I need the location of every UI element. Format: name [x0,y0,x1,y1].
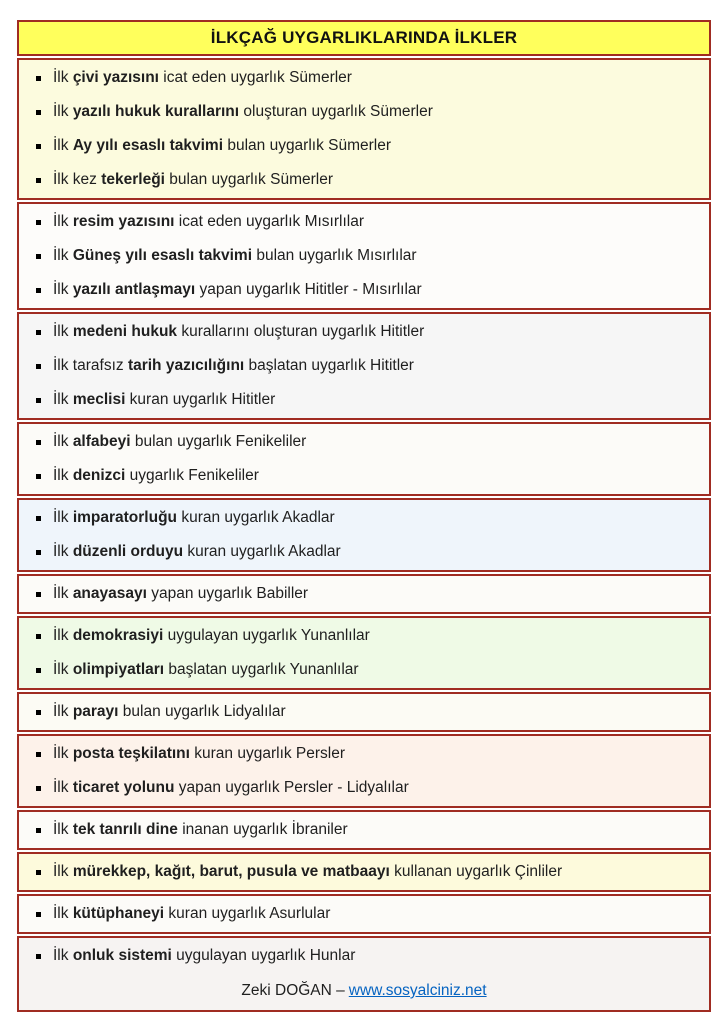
item-text [53,627,370,646]
item-text [53,509,335,528]
square-bullet-icon [36,912,41,917]
item-text-bold: parayı [72,702,119,720]
section-0 [17,58,711,200]
item-text-post: kuran uygarlık Hititler [125,390,276,408]
square-bullet-icon [36,668,41,673]
item-text-post: oluşturan uygarlık Sümerler [239,102,433,120]
list-item [19,273,709,307]
item-text-pre: İlk [53,584,73,602]
list-item [19,95,709,129]
item-text-bold: yazılı hukuk kurallarını [72,102,240,120]
list-item [19,897,709,931]
square-bullet-icon [36,288,41,293]
item-text-pre: İlk [53,744,73,762]
section-10 [17,852,711,892]
square-bullet-icon [36,954,41,959]
list-item [19,501,709,535]
footer-website-link[interactable]: www.sosyalciniz.net [348,982,487,999]
item-text [53,661,359,680]
item-text-bold: mürekkep, kağıt, barut, pusula ve matbaayı [72,862,390,880]
section-8 [17,734,711,808]
item-text-pre: İlk [53,280,73,298]
item-text [53,103,433,122]
section-5 [17,574,711,614]
item-text-post: yapan uygarlık Persler - Lidyalılar [174,778,409,796]
item-text-pre: İlk [53,778,73,796]
sections-container [17,58,711,1012]
item-text-bold: tarih yazıcılığını [127,356,245,374]
section-12 [17,936,711,1012]
square-bullet-icon [36,76,41,81]
item-text-post: uygulayan uygarlık Yunanlılar [163,626,370,644]
item-text [53,585,308,604]
item-text-pre: İlk [53,212,73,230]
item-text-post: bulan uygarlık Mısırlılar [252,246,417,264]
item-text-bold: yazılı antlaşmayı [72,280,196,298]
list-item [19,239,709,273]
item-text [53,323,424,342]
item-text-bold: çivi yazısını [72,68,159,86]
item-text-pre: İlk kez [53,170,102,188]
item-text-post: inanan uygarlık İbraniler [177,820,348,838]
list-item [19,695,709,729]
item-text-post: kullanan uygarlık Çinliler [389,862,563,880]
item-text-post: icat eden uygarlık Mısırlılar [174,212,364,230]
square-bullet-icon [36,516,41,521]
list-item [19,855,709,889]
list-item [19,459,709,493]
item-text-pre: İlk [53,820,73,838]
item-text-bold: posta teşkilatını [72,744,190,762]
square-bullet-icon [36,364,41,369]
item-text-pre: İlk [53,322,73,340]
square-bullet-icon [36,220,41,225]
item-text-pre: İlk tarafsız [53,356,128,374]
square-bullet-icon [36,634,41,639]
item-text-pre: İlk [53,862,73,880]
list-item [19,425,709,459]
item-text-pre: İlk [53,626,73,644]
item-text-post: kurallarını oluşturan uygarlık Hititler [177,322,425,340]
item-text [53,391,275,410]
item-text-pre: İlk [53,904,73,922]
list-item [19,737,709,771]
item-text [53,947,355,966]
list-item [19,61,709,95]
item-text-pre: İlk [53,702,73,720]
footer-author: Zeki DOĞAN – [241,982,345,999]
square-bullet-icon [36,330,41,335]
item-text-post: bulan uygarlık Lidyalılar [118,702,286,720]
item-text [53,433,306,452]
item-text [53,467,259,486]
square-bullet-icon [36,398,41,403]
section-2 [17,312,711,420]
item-text-bold: Ay yılı esaslı takvimi [72,136,224,154]
item-text [53,357,414,376]
item-text [53,863,562,882]
item-text-bold: imparatorluğu [72,508,178,526]
list-item [19,535,709,569]
list-item [19,813,709,847]
item-text-bold: anayasayı [72,584,147,602]
square-bullet-icon [36,144,41,149]
section-1 [17,202,711,310]
item-text-pre: İlk [53,466,73,484]
list-item [19,771,709,805]
item-text [53,137,391,156]
item-text-post: kuran uygarlık Akadlar [183,542,341,560]
item-text-pre: İlk [53,136,73,154]
item-text-pre: İlk [53,246,73,264]
list-item [19,205,709,239]
square-bullet-icon [36,786,41,791]
item-text-post: yapan uygarlık Hititler - Mısırlılar [195,280,422,298]
section-4 [17,498,711,572]
item-text [53,745,345,764]
section-9 [17,810,711,850]
item-text-pre: İlk [53,390,73,408]
list-item [19,577,709,611]
list-item [19,129,709,163]
square-bullet-icon [36,474,41,479]
list-item [19,315,709,349]
square-bullet-icon [36,710,41,715]
item-text-post: bulan uygarlık Sümerler [165,170,333,188]
item-text-post: kuran uygarlık Persler [189,744,346,762]
section-7 [17,692,711,732]
item-text-pre: İlk [53,660,73,678]
item-text-bold: Güneş yılı esaslı takvimi [72,246,253,264]
list-item [19,619,709,653]
square-bullet-icon [36,254,41,259]
item-text [53,247,417,266]
item-text-bold: düzenli orduyu [72,542,184,560]
item-text-bold: medeni hukuk [72,322,178,340]
item-text-post: kuran uygarlık Asurlular [164,904,331,922]
section-11 [17,894,711,934]
item-text [53,905,330,924]
item-text [53,213,364,232]
square-bullet-icon [36,550,41,555]
section-6 [17,616,711,690]
item-text-post: kuran uygarlık Akadlar [177,508,335,526]
item-text-post: uygulayan uygarlık Hunlar [171,946,356,964]
item-text-bold: tekerleği [101,170,165,188]
list-item [19,163,709,197]
item-text-bold: meclisi [72,390,126,408]
item-text-pre: İlk [53,542,73,560]
item-text-post: uygarlık Fenikeliler [125,466,259,484]
item-text [53,821,348,840]
item-text-post: icat eden uygarlık Sümerler [158,68,352,86]
square-bullet-icon [36,178,41,183]
item-text [53,543,341,562]
page-title: İLKÇAĞ UYGARLIKLARINDA İLKLER [17,20,711,56]
item-text-pre: İlk [53,102,73,120]
footer [19,973,709,1009]
list-item [19,653,709,687]
item-text-post: başlatan uygarlık Yunanlılar [164,660,359,678]
item-text [53,703,286,722]
item-text-bold: ticaret yolunu [72,778,175,796]
item-text-post: bulan uygarlık Sümerler [223,136,392,154]
item-text-bold: alfabeyi [72,432,131,450]
square-bullet-icon [36,870,41,875]
square-bullet-icon [36,752,41,757]
square-bullet-icon [36,828,41,833]
item-text-bold: demokrasiyi [72,626,164,644]
item-text-pre: İlk [53,508,73,526]
item-text [53,779,409,798]
item-text-post: bulan uygarlık Fenikeliler [130,432,307,450]
item-text-pre: İlk [53,68,73,86]
square-bullet-icon [36,592,41,597]
item-text-bold: olimpiyatları [72,660,165,678]
item-text-bold: tek tanrılı dine [72,820,178,838]
item-text-bold: onluk sistemi [72,946,172,964]
item-text-bold: kütüphaneyi [72,904,165,922]
list-item [19,939,709,973]
item-text-bold: resim yazısını [72,212,175,230]
item-text [53,281,422,300]
item-text-bold: denizci [72,466,126,484]
item-text-pre: İlk [53,946,73,964]
square-bullet-icon [36,440,41,445]
item-text-pre: İlk [53,432,73,450]
square-bullet-icon [36,110,41,115]
item-text [53,69,352,88]
item-text-post: yapan uygarlık Babiller [146,584,309,602]
item-text-post: başlatan uygarlık Hititler [244,356,414,374]
section-3 [17,422,711,496]
item-text [53,171,333,190]
list-item [19,383,709,417]
list-item [19,349,709,383]
